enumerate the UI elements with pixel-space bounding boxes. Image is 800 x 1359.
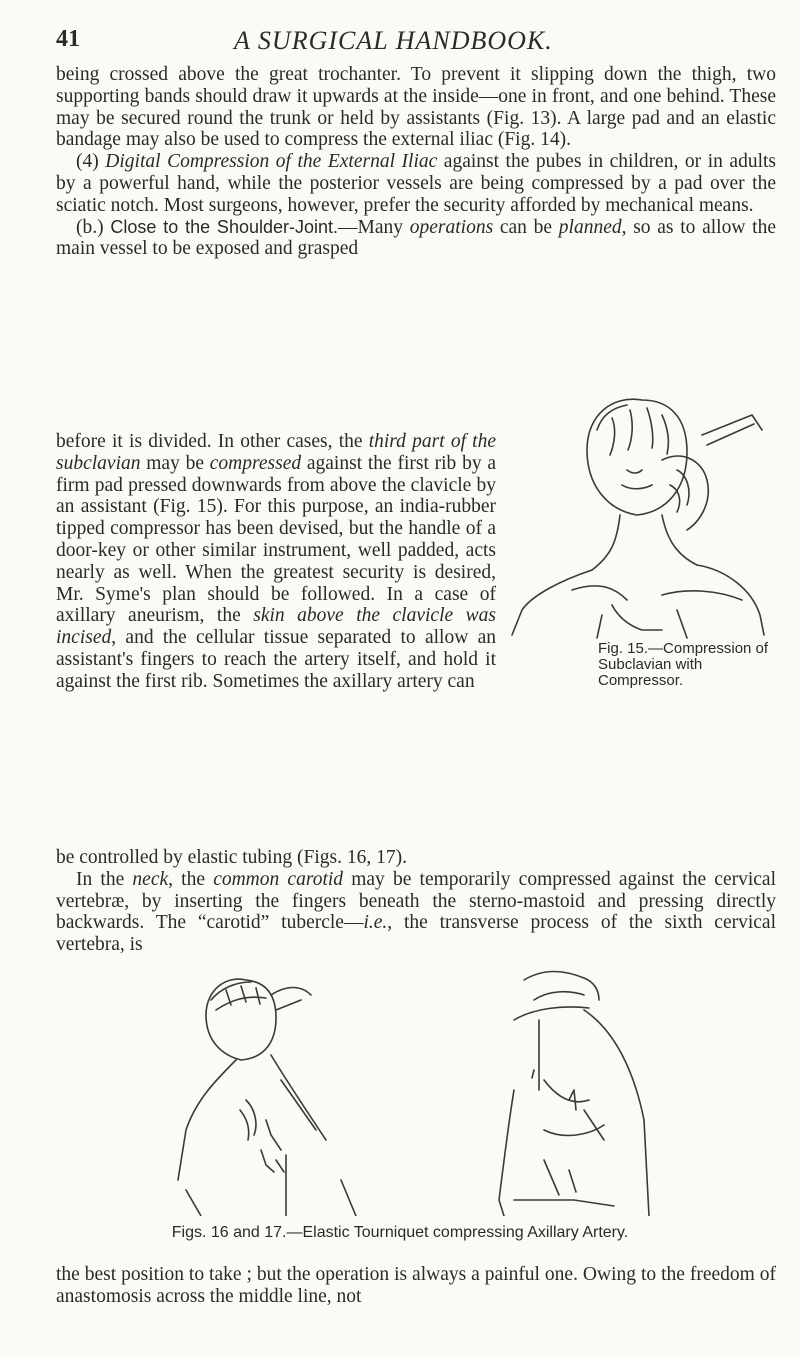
figure-16-torso xyxy=(186,1155,356,1216)
figure-16-arm xyxy=(240,1100,281,1150)
figure-17-elastic-tourniquet xyxy=(474,960,654,1216)
paragraph-anastomosis: the best position to take ; but the operation is always a painful one. Owing to the freedom of anastomosis across the middle line, not xyxy=(56,1264,776,1307)
figures-16-17-caption: Figs. 16 and 17.—Elastic Tourniquet compressing Axillary Artery. xyxy=(171,1224,629,1241)
paragraph-carotid xyxy=(56,847,776,956)
page-number: 41 xyxy=(56,26,80,52)
figure-15-neck xyxy=(592,515,697,570)
figure-15-hair xyxy=(597,405,668,455)
figure-15-clavicle xyxy=(572,586,742,600)
figure-15-subclavian-compression xyxy=(502,390,772,640)
running-title: A SURGICAL HANDBOOK. xyxy=(234,26,553,55)
figure-17-chest xyxy=(499,1090,604,1216)
paragraph-neck: In the neck, the common carotid may be temporarily compressed against the cervical vertebræ, by inserting the fingers beneath the sterno-mastoid and pressing directly backwards. The “carotid” tubercle—i.e., the transverse process of the sixth cervical vertebra, is xyxy=(56,868,776,956)
paragraph-subclavian: before it is divided. In other cases, the third part of the subclavian may be compressed against the first rib by a firm pad pressed downwards from above the clavicle by an assistant (Fig. 15). For this purpose, an india-rubber tipped compressor has been devised, but the handle of a door-key or other similar instrument, well padded, acts nearly as well. When the greatest security is desired, Mr. Syme's plan should be followed. In a case of axillary aneurism, the skin above the clavicle was incised, and the cellular tissue separated to allow an assistant's fingers to reach the artery itself, and hold it against the first rib. Sometimes the axillary artery can xyxy=(56,431,496,692)
figure-16-band xyxy=(271,988,311,1011)
heading-digital-compression: Digital Compression of the External Iliac xyxy=(105,151,438,173)
page-header xyxy=(56,20,756,60)
figure-15-face xyxy=(622,470,652,489)
figure-16-elastic-tourniquet xyxy=(176,960,366,1216)
figure-15-torso xyxy=(597,605,687,638)
figure-17-tubing xyxy=(532,1070,589,1110)
figure-16-head xyxy=(206,979,276,1060)
figure-15-shoulders xyxy=(512,565,764,635)
figure-15-compressor xyxy=(702,415,762,445)
paragraph-digital-compression: (4) Digital Compression of the External Iliac against the pubes in children, or in adults by a powerful hand, while the posterior vessels are being compressed by a pad over the sciatic notch. Most surgeons, however, prefer the security afforded by mechanical means. xyxy=(56,151,776,216)
figure-16-neck-shoulder xyxy=(178,1055,326,1180)
paragraph-shoulder-joint: (b.) Close to the Shoulder-Joint.—Many operations can be planned, so as to allow the main vessel to be exposed and grasped xyxy=(56,216,776,260)
paragraph-1: being crossed above the great trochanter. To prevent it slipping down the thigh, two supporting bands should draw it upwards at the inside—one in front, and one behind. These may be secured round the trunk or held by assistants (Fig. 13). A large pad and an elastic bandage may also be used to compress the external iliac (Fig. 14). xyxy=(56,64,776,151)
paragraph-elastic-tubing: be controlled by elastic tubing (Figs. 16, 17). xyxy=(56,847,407,868)
paragraph-final xyxy=(56,1264,776,1308)
figure-17-hand xyxy=(514,1160,614,1206)
heading-shoulder-joint: Close to the Shoulder-Joint. xyxy=(110,216,339,237)
figure-16-tubing xyxy=(261,1150,284,1172)
paragraph-trochanter xyxy=(56,64,776,260)
figure-17-shoulder-top xyxy=(514,972,599,1021)
figure-15-caption: Fig. 15.—Compression of Subclavian with Compressor. xyxy=(598,640,769,689)
